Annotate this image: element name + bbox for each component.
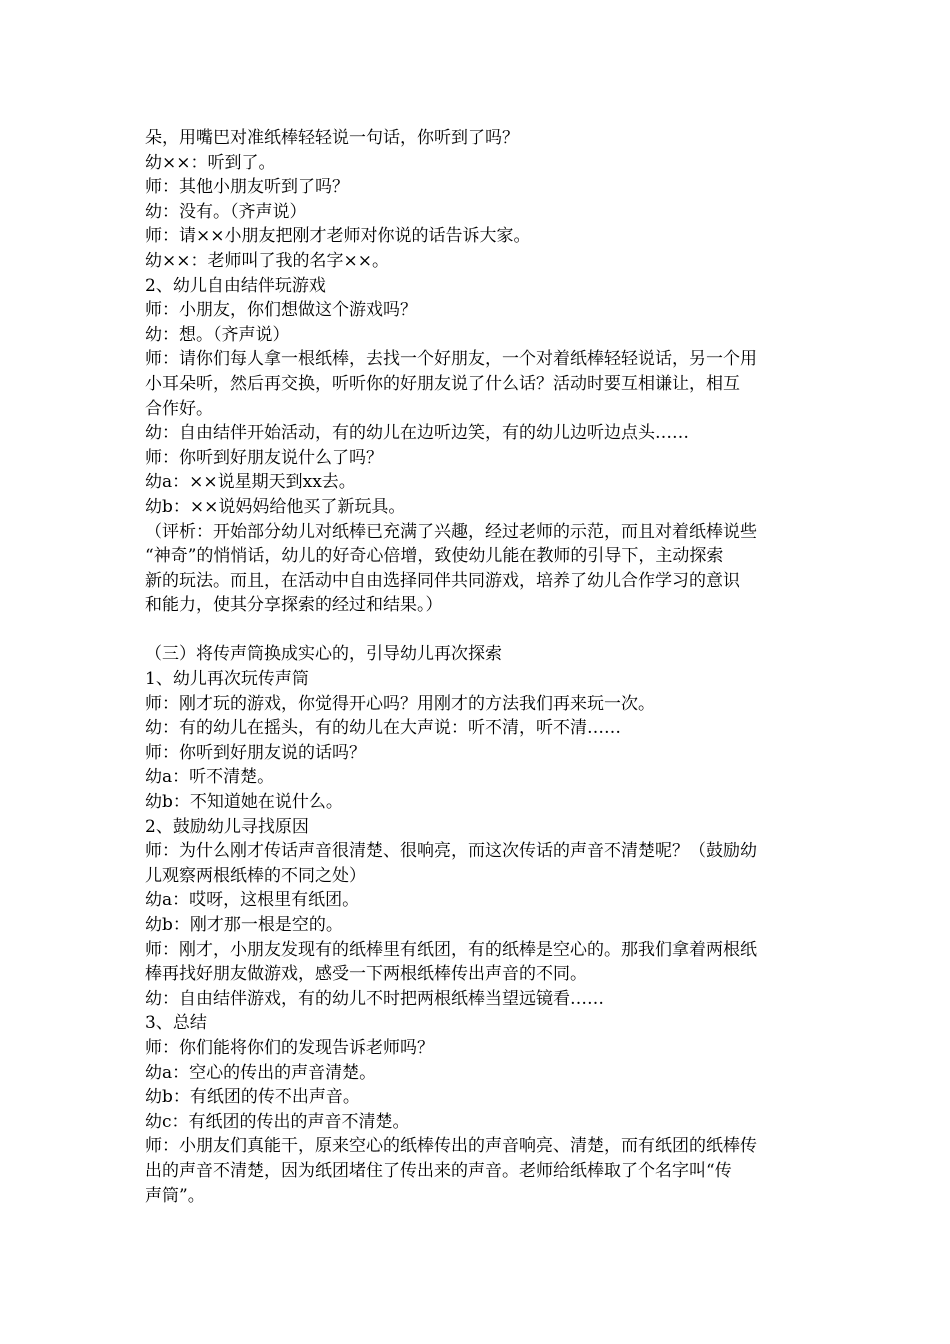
section-heading: 1、幼儿再次玩传声筒 (145, 669, 309, 690)
text-line: 幼b：有纸团的传不出声音。 (145, 1087, 360, 1108)
commentary-line: 和能力，使其分享探索的经过和结果。） (145, 595, 443, 616)
commentary-line: （评析：开始部分幼儿对纸棒已充满了兴趣，经过老师的示范，而且对着纸棒说些 (145, 521, 757, 542)
commentary-line: 新的玩法。而且，在活动中自由选择同伴共同游戏，培养了幼儿合作学习的意识 (145, 570, 740, 591)
text-line: 幼××：听到了。 (145, 152, 276, 173)
text-line: 幼××：老师叫了我的名字××。 (145, 250, 389, 271)
text-line: 幼：自由结伴开始活动，有的幼儿在边听边笑，有的幼儿边听边点头…… (145, 423, 689, 444)
text-line: 幼b：刚才那一根是空的。 (145, 915, 343, 935)
text-line: 小耳朵听，然后再交换，听听你的好朋友说了什么话？活动时要互相谦让，相互 (145, 373, 740, 394)
text-line: 幼b：××说妈妈给他买了新玩具。 (145, 496, 406, 517)
text-line: 幼a：哎呀，这根里有纸团。 (145, 890, 360, 911)
text-line: 幼：自由结伴游戏，有的幼儿不时把两根纸棒当望远镜看…… (145, 988, 604, 1009)
commentary-line: “神奇”的悄悄话，幼儿的好奇心倍增，致使幼儿能在教师的引导下，主动探索 (145, 546, 724, 567)
text-line: 师：刚才，小朋友发现有的纸棒里有纸团，有的纸棒是空心的。那我们拿着两根纸 (145, 939, 757, 960)
text-line: 师：你听到好朋友说的话吗？ (145, 742, 366, 763)
section-heading: （三）将传声筒换成实心的，引导幼儿再次探索 (145, 644, 502, 665)
text-line: 出的声音不清楚，因为纸团堵住了传出来的声音。老师给纸棒取了个名字叫“传 (145, 1160, 732, 1181)
text-line: 师：小朋友们真能干，原来空心的纸棒传出的声音响亮、清楚，而有纸团的纸棒传 (145, 1136, 757, 1157)
text-line: 幼a：听不清楚。 (145, 767, 275, 788)
blank-line (145, 618, 815, 643)
text-line: 师：其他小朋友听到了吗？ (145, 177, 349, 198)
text-line: 师：你们能将你们的发现告诉老师吗？ (145, 1037, 434, 1058)
text-line: 幼b：不知道她在说什么。 (145, 792, 343, 813)
text-line: 师：你听到好朋友说什么了吗？ (145, 447, 383, 468)
text-line: 师：为什么刚才传话声音很清楚、很响亮，而这次传话的声音不清楚呢？（鼓励幼 (145, 841, 757, 862)
text-line: 幼c：有纸团的传出的声音不清楚。 (145, 1111, 410, 1132)
section-heading: 2、幼儿自由结伴玩游戏 (145, 275, 326, 296)
text-line: 幼：没有。（齐声说） (145, 201, 307, 222)
text-line: 儿观察两根纸棒的不同之处） (145, 865, 366, 886)
text-line: 幼a：空心的传出的声音清楚。 (145, 1062, 377, 1083)
text-line: 师：请你们每人拿一根纸棒，去找一个好朋友，一个对着纸棒轻轻说话，另一个用 (145, 349, 757, 370)
text-line: 合作好。 (145, 398, 213, 419)
text-line: 幼：想。（齐声说） (145, 324, 290, 345)
section-heading: 3、总结 (145, 1013, 207, 1034)
text-line: 师：请××小朋友把刚才老师对你说的话告诉大家。 (145, 226, 531, 247)
text-line: 朵，用嘴巴对准纸棒轻轻说一句话，你听到了吗？ (145, 128, 519, 148)
text-line: 幼a：××说星期天到xx去。 (145, 472, 356, 493)
document-page (145, 126, 815, 1208)
text-line: 幼：有的幼儿在摇头，有的幼儿在大声说：听不清，听不清…… (145, 718, 621, 739)
text-line: 棒再找好朋友做游戏，感受一下两根纸棒传出声音的不同。 (145, 964, 587, 985)
text-line: 师：刚才玩的游戏，你觉得开心吗？用刚才的方法我们再来玩一次。 (145, 693, 655, 714)
section-heading: 2、鼓励幼儿寻找原因 (145, 816, 309, 837)
text-line: 师：小朋友，你们想做这个游戏吗？ (145, 300, 417, 321)
text-line: 声筒”。 (145, 1185, 205, 1206)
